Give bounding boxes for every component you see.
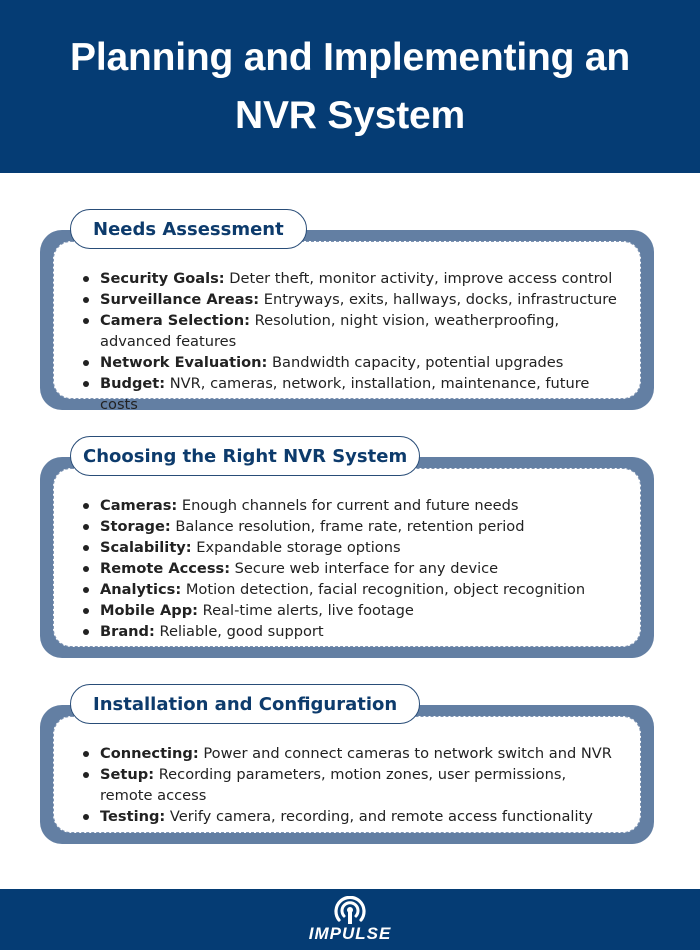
section-needs-assessment xyxy=(40,218,654,413)
section-panel xyxy=(53,241,641,413)
item-text: Resolution, night vision, weatherproofing, advanced features xyxy=(100,312,560,350)
item-list xyxy=(82,495,620,642)
item-term: Security Goals: xyxy=(100,270,225,287)
list-item xyxy=(82,764,620,806)
item-term: Surveillance Areas: xyxy=(100,291,260,308)
page-title: Planning and Implementing an NVR System xyxy=(70,35,630,137)
item-term: Testing: xyxy=(100,808,166,825)
item-term: Cameras: xyxy=(100,497,178,514)
list-item xyxy=(82,579,620,600)
item-term: Brand: xyxy=(100,623,155,640)
item-text: NVR, cameras, network, installation, maintenance, future costs xyxy=(100,375,590,413)
list-item xyxy=(82,806,620,827)
item-term: Budget: xyxy=(100,375,166,392)
item-text: Motion detection, facial recognition, object recognition xyxy=(185,581,586,598)
item-text: Verify camera, recording, and remote access functionality xyxy=(169,808,593,825)
item-term: Mobile App: xyxy=(100,602,199,619)
section-choosing-nvr xyxy=(40,445,654,658)
list-item xyxy=(82,495,620,516)
list-item xyxy=(82,537,620,558)
item-text: Balance resolution, frame rate, retention period xyxy=(175,518,525,535)
item-text: Reliable, good support xyxy=(159,623,324,640)
section-panel xyxy=(53,716,641,833)
item-text: Real-time alerts, live footage xyxy=(202,602,414,619)
list-item xyxy=(82,289,620,310)
item-list xyxy=(82,743,620,827)
section-title-tab: Installation and Configuration xyxy=(70,684,420,724)
item-text: Entryways, exits, hallways, docks, infrastructure xyxy=(263,291,617,308)
item-list xyxy=(82,268,620,415)
item-text: Power and connect cameras to network switch and NVR xyxy=(203,745,612,762)
section-title-tab: Choosing the Right NVR System xyxy=(70,436,420,476)
header-banner xyxy=(0,0,700,173)
footer-banner xyxy=(0,889,700,950)
list-item xyxy=(82,558,620,579)
item-text: Deter theft, monitor activity, improve access control xyxy=(229,270,613,287)
wireless-signal-icon xyxy=(330,896,370,926)
item-term: Connecting: xyxy=(100,745,199,762)
item-text: Expandable storage options xyxy=(196,539,401,556)
item-text: Secure web interface for any device xyxy=(234,560,499,577)
list-item xyxy=(82,621,620,642)
item-text: Recording parameters, motion zones, user permissions, remote access xyxy=(100,766,567,804)
item-term: Storage: xyxy=(100,518,171,535)
list-item xyxy=(82,352,620,373)
list-item xyxy=(82,600,620,621)
section-title-tab: Needs Assessment xyxy=(70,209,307,249)
section-panel xyxy=(53,468,641,647)
footer-logo-text: IMPULSE xyxy=(308,923,392,943)
item-term: Camera Selection: xyxy=(100,312,250,329)
section-installation xyxy=(40,693,654,844)
list-item xyxy=(82,516,620,537)
item-text: Enough channels for current and future needs xyxy=(181,497,519,514)
list-item xyxy=(82,310,620,352)
item-term: Setup: xyxy=(100,766,155,783)
item-term: Scalability: xyxy=(100,539,192,556)
item-term: Analytics: xyxy=(100,581,182,598)
list-item xyxy=(82,373,620,415)
item-term: Network Evaluation: xyxy=(100,354,268,371)
list-item xyxy=(82,268,620,289)
item-term: Remote Access: xyxy=(100,560,231,577)
item-text: Bandwidth capacity, potential upgrades xyxy=(272,354,564,371)
list-item xyxy=(82,743,620,764)
